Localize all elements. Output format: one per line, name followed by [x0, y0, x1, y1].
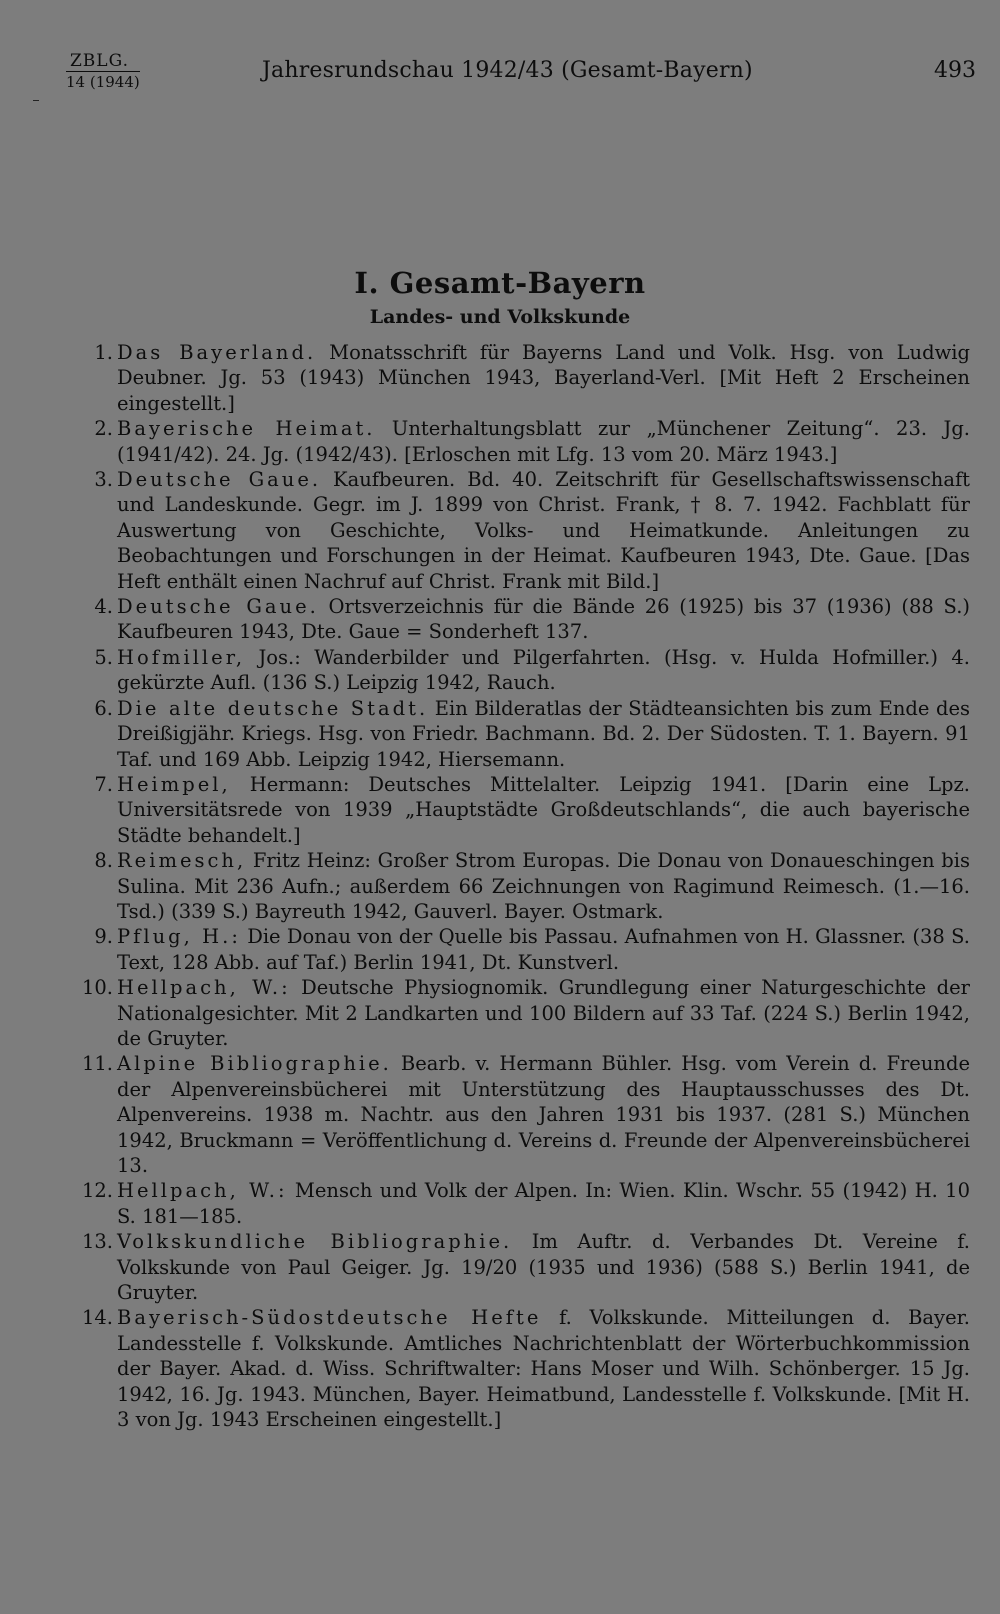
bibliography-entry — [80, 1229, 970, 1305]
entry-text: Die Donau von der Quelle bis Passau. Aufnahmen von H. Glassner. (38 S. Text, 128 Abb. auf Taf.) Berlin 1941, Dt. Kunstverl. — [117, 925, 970, 974]
bibliography-entry — [80, 1178, 970, 1229]
entry-text: Kaufbeuren. Bd. 40. Zeitschrift für Gesellschaftswissenschaft und Landeskunde. Gegr. im J. 1899 von Christ. Frank, † 8. 7. 1942. Fachblatt für Auswertung von Geschichte, Volks- und Heimatkunde. Anleitungen zu Beobachtungen und Forschungen in der Heimat. Kaufbeuren 1943, Dte. Gaue. [Das Heft enthält einen Nachruf auf Christ. Frank mit Bild.] — [117, 468, 970, 593]
entry-heading: Deutsche Gaue. — [117, 595, 319, 619]
entry-text: Im Auftr. d. Verbandes Dt. Vereine f. Volkskunde von Paul Geiger. Jg. 19/20 (1935 und 1936) (588 S.) Berlin 1941, de Gruyter. — [117, 1230, 970, 1305]
bibliography-entry — [80, 340, 970, 416]
entry-text: Monatsschrift für Bayerns Land und Volk. Hsg. von Ludwig Deubner. Jg. 53 (1943) München 1943, Bayerland-Verl. [Mit Heft 2 Erscheinen eingestellt.] — [117, 341, 971, 415]
entry-text: f. Volkskunde. Mitteilungen d. Bayer. Landesstelle f. Volkskunde. Amtliches Nachrichtenblatt der Wörterbuchkommission der Bayer. Akad. d. Wiss. Schriftwalter: Hans Moser und Wilh. Schönberger. 15 Jg. 1942, 16. Jg. 1943. München, Bayer. Heimatbund, Landesstelle f. Volkskunde. [Mit H. 3 von Jg. 1943 Erscheinen eingestellt.] — [117, 1306, 970, 1432]
entry-heading: Bayerische Heimat. — [117, 417, 376, 441]
entry-heading: Hellpach, W.: — [117, 1179, 288, 1203]
bibliography-entry — [80, 924, 970, 975]
entry-number: 14. — [81, 1306, 113, 1330]
running-head: Jahresrundschau 1942/43 (Gesamt-Bayern) — [262, 58, 753, 83]
entry-text: Bearb. v. Hermann Bühler. Hsg. vom Verein d. Freunde der Alpenvereinsbücherei mit Unterstützung des Hauptausschusses des Dt. Alpenvereins. 1938 m. Nachtr. aus den Jahren 1931 bis 1937. (281 S.) München 1942, Bruckmann = Veröffentlichung d. Vereins d. Freunde der Alpenvereinsbücherei 13. — [117, 1052, 970, 1177]
bibliography-entry — [80, 975, 970, 1051]
bibliography-entry — [80, 645, 970, 696]
entry-number: 5. — [94, 645, 113, 669]
bibliography-entry — [80, 467, 970, 594]
bibliography-entry — [80, 848, 970, 924]
bibliography-entry — [80, 1305, 970, 1432]
entry-number: 11. — [81, 1052, 113, 1076]
entry-heading: Alpine Bibliographie. — [117, 1052, 392, 1076]
page-number: 493 — [934, 58, 976, 83]
entry-number: 12. — [81, 1179, 113, 1203]
entry-heading: Bayerisch-Südostdeutsche Hefte — [117, 1306, 542, 1330]
entry-number: 2. — [94, 417, 113, 441]
entry-number: 13. — [81, 1230, 113, 1254]
entry-heading: Volkskundliche Bibliographie. — [117, 1230, 513, 1254]
entry-heading: Pflug, H.: — [117, 925, 241, 949]
entry-number: 7. — [94, 772, 113, 796]
entry-heading: Hofmiller, — [117, 645, 246, 669]
entry-number: 10. — [81, 976, 113, 1000]
bibliography-entry — [80, 696, 970, 772]
section-subtitle: Landes- und Volkskunde — [369, 306, 631, 328]
page-header — [0, 52, 1000, 102]
section-title: I. Gesamt-Bayern — [354, 266, 646, 300]
entry-number: 3. — [94, 468, 113, 492]
entry-heading: Heimpel, — [117, 772, 231, 796]
margin-mark — [33, 100, 39, 101]
entry-number: 1. — [94, 341, 113, 364]
entry-heading: Deutsche Gaue. — [117, 468, 322, 492]
bibliography-entry — [80, 1051, 970, 1178]
entry-text: Hermann: Deutsches Mittelalter. Leipzig 1941. [Darin eine Lpz. Universitätsrede von 1939 „Hauptstädte Großdeutschlands“, die auch bayerische Städte behandelt.] — [117, 772, 970, 847]
entry-number: 8. — [94, 849, 113, 873]
signature-volume: 14 (1944) — [66, 73, 140, 91]
entry-number: 9. — [94, 925, 113, 949]
entry-text: Unterhaltungsblatt zur „Münchener Zeitung“. 23. Jg. (1941/42). 24. Jg. (1942/43). [Erloschen mit Lfg. 13 vom 20. März 1943.] — [117, 417, 970, 466]
library-signature — [66, 52, 140, 91]
bibliography-entry — [80, 594, 970, 645]
entry-heading: Hellpach, W.: — [117, 976, 291, 1000]
entry-number: 6. — [94, 696, 113, 720]
entry-heading: Die alte deutsche Stadt. — [117, 696, 429, 720]
entry-text: Jos.: Wanderbilder und Pilgerfahrten. (Hsg. v. Hulda Hofmiller.) 4. gekürzte Aufl. (136 S.) Leipzig 1942, Rauch. — [117, 645, 970, 695]
entry-heading: Reimesch, — [117, 849, 247, 873]
bibliography-entry — [80, 416, 970, 467]
signature-abbreviation: ZBLG. — [66, 52, 140, 72]
entry-text: Deutsche Physiognomik. Grundlegung einer Naturgeschichte der Nationalgesichter. Mit 2 Landkarten und 100 Bildern auf 33 Taf. (224 S.) Berlin 1942, de Gruyter. — [117, 976, 971, 1050]
entry-text: Ein Bilderatlas der Städteansichten bis zum Ende des Dreißigjähr. Kriegs. Hsg. von Friedr. Bachmann. Bd. 2. Der Südosten. T. 1. Bayern. 91 Taf. und 169 Abb. Leipzig 1942, Hiersemann. — [117, 696, 971, 771]
entry-text: Fritz Heinz: Großer Strom Europas. Die Donau von Donaueschingen bis Sulina. Mit 236 Aufn.; außerdem 66 Zeichnungen von Ragimund Reimesch. (1.—16. Tsd.) (339 S.) Bayreuth 1942, Gauverl. Bayer. Ostmark. — [117, 849, 970, 923]
entry-text: Ortsverzeichnis für die Bände 26 (1925) bis 37 (1936) (88 S.) Kaufbeuren 1943, Dte. Gaue = Sonderheft 137. — [117, 595, 970, 644]
bibliography-list — [80, 340, 970, 1432]
bibliography-entry — [80, 772, 970, 848]
entry-text: Mensch und Volk der Alpen. In: Wien. Klin. Wschr. 55 (1942) H. 10 S. 181—185. — [117, 1179, 970, 1228]
entry-heading: Das Bayerland. — [117, 341, 317, 364]
entry-number: 4. — [94, 595, 113, 619]
